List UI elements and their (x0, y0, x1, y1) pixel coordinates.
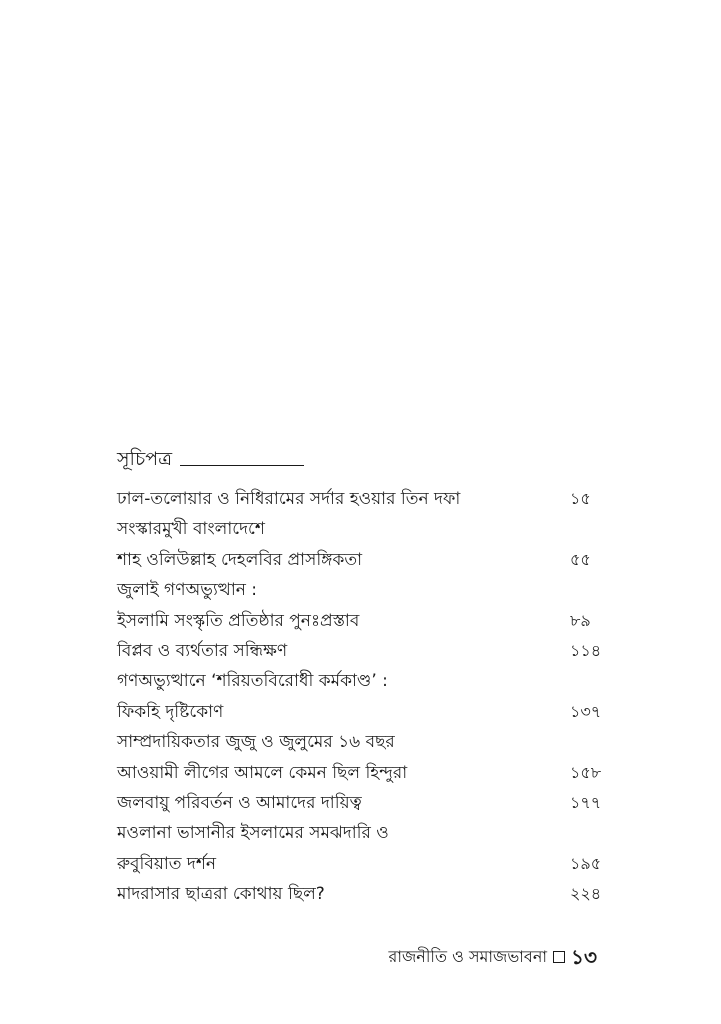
toc-entry (117, 818, 597, 848)
toc-entry (117, 788, 602, 818)
toc-entry-title: জুলাই গণঅভ্যুত্থান : (117, 580, 258, 601)
toc-entry-page: ১৫ (570, 489, 591, 508)
page-footer (389, 944, 597, 970)
toc-entry-title: ইসলামি সংস্কৃতি প্রতিষ্ঠার পুনঃপ্রস্তাব (117, 610, 360, 631)
toc-entry (117, 727, 597, 757)
toc-entry (117, 606, 597, 636)
toc-heading (117, 446, 304, 472)
running-title: রাজনীতি ও সমাজভাবনা (388, 947, 548, 966)
toc-entry-title: ঢাল-তলোয়ার ও নিধিরামের সর্দার হওয়ার তিন দফা (117, 489, 461, 509)
toc-entry-title: মওলানা ভাসানীর ইসলামের সমঝদারি ও (117, 823, 389, 844)
toc-entry-page: ১৩৭ (570, 701, 602, 721)
table-of-contents (117, 484, 602, 909)
toc-entry (117, 879, 602, 909)
toc-entry (117, 697, 602, 727)
toc-entry-title: সাম্প্রদায়িকতার জুজু ও জুলুমের ১৬ বছর (117, 732, 395, 753)
toc-entry-title: জলবায়ু পরিবর্তন ও আমাদের দায়িত্ব (117, 792, 362, 813)
toc-entry (117, 514, 597, 544)
toc-title: সূচিপত্র (117, 448, 173, 470)
toc-entry (117, 636, 602, 666)
toc-entry (117, 758, 602, 788)
toc-entry-title: গণঅভ্যুত্থানে ‘শরিয়তবিরোধী কর্মকাণ্ড’ : (117, 671, 388, 692)
toc-entry (117, 575, 597, 605)
heading-rule (180, 465, 304, 466)
box-separator-icon (553, 951, 565, 963)
toc-entry-title: বিপ্লব ও ব্যর্থতার সন্ধিক্ষণ (117, 640, 288, 661)
toc-entry-page: ৫৫ (570, 549, 591, 569)
toc-entry-page: ২২৪ (570, 884, 602, 904)
toc-entry-title: আওয়ামী লীগের আমলে কেমন ছিল হিন্দুরা (117, 762, 408, 783)
toc-entry-title: সংস্কারমুখী বাংলাদেশে (117, 519, 265, 540)
toc-entry-title: রুবুবিয়াত দর্শন (117, 853, 217, 874)
toc-entry (117, 545, 597, 575)
toc-entry-page: ১৯৫ (570, 853, 602, 873)
toc-entry-page: ১১৪ (570, 640, 602, 660)
toc-entry (117, 849, 602, 879)
toc-entry-page: ৮৯ (570, 610, 591, 630)
toc-entry-title: শাহ ওলিউল্লাহ দেহলবির প্রাসঙ্গিকতা (117, 549, 363, 570)
toc-entry-page: ১৫৮ (570, 762, 602, 782)
toc-entry-page: ১৭৭ (570, 792, 602, 812)
toc-entry (117, 666, 597, 696)
toc-entry (117, 484, 597, 514)
toc-entry-title: ফিকহি দৃষ্টিকোণ (117, 701, 224, 722)
toc-entry-title: মাদরাসার ছাত্ররা কোথায় ছিল? (117, 884, 325, 905)
page-number: ১৩ (571, 945, 597, 969)
